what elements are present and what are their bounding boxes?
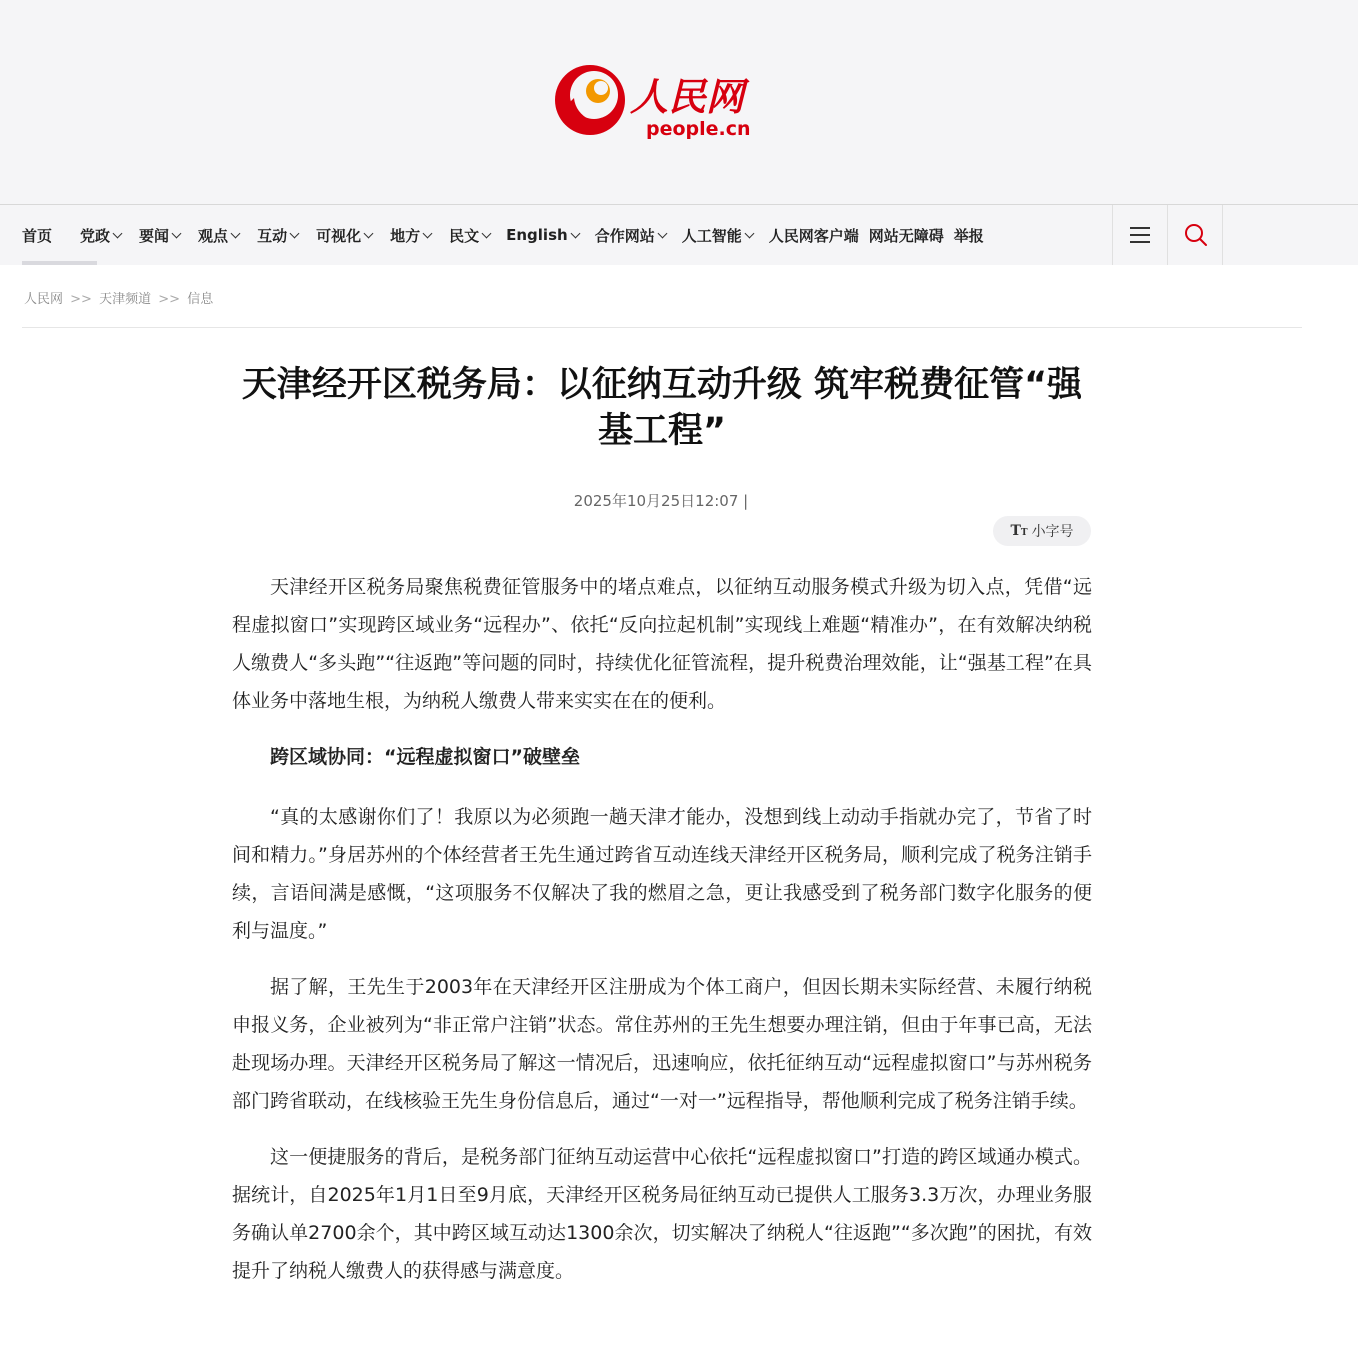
nav-item-label: 民文 <box>449 226 480 245</box>
nav-item[interactable] <box>316 205 372 265</box>
nav-item[interactable] <box>22 205 52 265</box>
article-paragraph: “真的太感谢你们了！我原以为必须跑一趟天津才能办，没想到线上动动手指就办完了，节省了时间和精力。”身居苏州的个体经营者王先生通过跨省互动连线天津经开区税务局，顺利完成了税务注销手续，言语间满是感慨，“这项服务不仅解决了我的燃眉之急，更让我感受到了税务部门数字化服务的便利与温度。” <box>232 806 1092 942</box>
chevron-down-icon <box>423 228 433 238</box>
article-body <box>232 568 1092 1308</box>
people-cn-logo[interactable] <box>554 58 774 142</box>
nav-item[interactable] <box>595 205 666 265</box>
search-icon[interactable] <box>1181 220 1211 250</box>
breadcrumb <box>24 288 213 307</box>
chevron-down-icon <box>744 228 754 238</box>
chevron-down-icon <box>172 228 182 238</box>
hamburger-icon[interactable] <box>1125 220 1155 250</box>
nav-item[interactable] <box>506 205 579 265</box>
nav-item-label: 举报 <box>953 226 984 245</box>
article-title: 天津经开区税务局：以征纳互动升级 筑牢税费征管“强基工程” <box>241 365 1083 451</box>
breadcrumb-section[interactable]: 信息 <box>187 292 214 307</box>
chevron-down-icon <box>364 228 374 238</box>
chevron-down-icon <box>570 228 580 238</box>
chevron-down-icon <box>482 228 492 238</box>
nav-item-label: 地方 <box>390 226 421 245</box>
nav-item[interactable] <box>139 205 180 265</box>
nav-item-label: 互动 <box>257 226 288 245</box>
breadcrumb-home[interactable]: 人民网 <box>24 292 64 307</box>
divider <box>22 327 1302 328</box>
chevron-down-icon <box>113 228 123 238</box>
nav-item[interactable] <box>390 205 431 265</box>
nav-item[interactable] <box>449 205 490 265</box>
header-banner <box>0 0 1358 204</box>
nav-item-label: 网站无障碍 <box>868 226 944 245</box>
chevron-down-icon <box>290 228 300 238</box>
nav-item[interactable] <box>682 205 753 265</box>
nav-item[interactable] <box>954 205 984 265</box>
nav-item-label: 要闻 <box>139 226 170 245</box>
article-paragraph: 天津经开区税务局聚焦税费征管服务中的堵点难点，以征纳互动服务模式升级为切入点，凭借“远程虚拟窗口”实现跨区域业务“远程办”、依托“反向拉起机制”实现线上难题“精准办”，在有效解决纳税人缴费人“多头跑”“往返跑”等问题的同时，持续优化征管流程，提升税费治理效能，让“强基工程”在具体业务中落地生根，为纳税人缴费人带来实实在在的便利。 <box>232 576 1092 712</box>
text-size-icon: TT <box>1010 523 1028 539</box>
nav-item-label: 观点 <box>198 226 229 245</box>
nav-item[interactable] <box>198 205 239 265</box>
nav-item-label: 党政 <box>80 226 111 245</box>
nav-item[interactable] <box>80 205 121 265</box>
nav-item-label: 首页 <box>22 226 53 245</box>
nav-item[interactable] <box>869 205 944 265</box>
publish-datetime: 2025年10月25日12:07 | <box>573 492 749 510</box>
nav-item-label: 人民网客户端 <box>768 226 859 245</box>
nav-item[interactable] <box>769 205 859 265</box>
breadcrumb-separator: >> <box>158 292 181 307</box>
nav-item-label: 可视化 <box>316 226 362 245</box>
article-paragraph: 据了解，王先生于2003年在天津经开区注册成为个体工商户，但因长期未实际经营、未履行纳税申报义务，企业被列为“非正常户注销”状态。常住苏州的王先生想要办理注销，但由于年事已高，无法赴现场办理。天津经开区税务局了解这一情况后，迅速响应，依托征纳互动“远程虚拟窗口”与苏州税务部门跨省联动，在线核验王先生身份信息后，通过“一对一”远程指导，帮他顺利完成了税务注销手续。 <box>232 976 1092 1112</box>
section-heading: 跨区域协同：“远程虚拟窗口”破壁垒 <box>270 746 580 768</box>
nav-divider <box>1112 205 1113 265</box>
svg-text:人民网: 人民网 <box>630 74 745 119</box>
breadcrumb-separator: >> <box>70 292 92 307</box>
font-size-toggle[interactable] <box>993 516 1091 546</box>
nav-item-label: 合作网站 <box>594 226 655 245</box>
nav-item-label: English <box>506 226 568 244</box>
nav-divider <box>1167 205 1168 265</box>
nav-item[interactable] <box>257 205 298 265</box>
nav-divider <box>1222 205 1223 265</box>
chevron-down-icon <box>231 228 241 238</box>
svg-text:people.cn: people.cn <box>646 118 751 140</box>
breadcrumb-channel[interactable]: 天津频道 <box>99 292 152 307</box>
article-paragraph: 这一便捷服务的背后，是税务部门征纳互动运营中心依托“远程虚拟窗口”打造的跨区域通办模式。据统计，自2025年1月1日至9月底，天津经开区税务局征纳互动已提供人工服务3.3万次，办理业务服务确认单2700余个，其中跨区域互动达1300余次，切实解决了纳税人“往返跑”“多次跑”的困扰，有效提升了纳税人缴费人的获得感与满意度。 <box>232 1146 1092 1282</box>
nav-item-label: 人工智能 <box>681 226 742 245</box>
nav-list <box>0 205 984 265</box>
font-size-label: 小字号 <box>1031 524 1074 540</box>
chevron-down-icon <box>657 228 667 238</box>
main-nav <box>0 204 1358 265</box>
